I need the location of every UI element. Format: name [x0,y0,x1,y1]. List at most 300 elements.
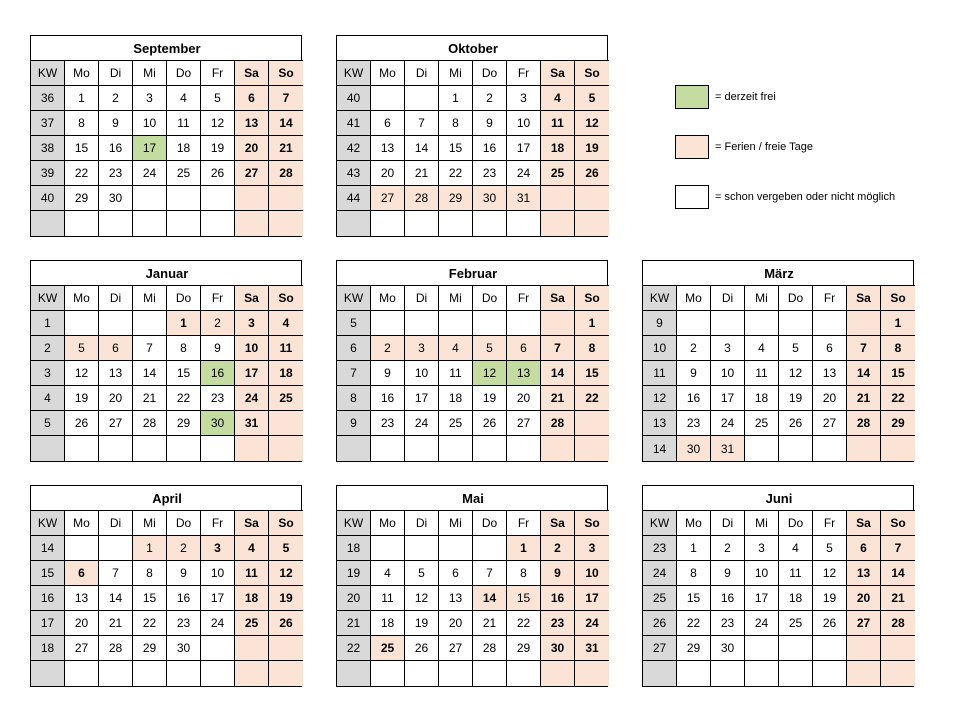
weekday-header: Do [473,61,507,86]
day-cell: 23 [371,411,405,436]
day-cell: 8 [575,336,609,361]
day-cell: 25 [541,161,575,186]
weekday-header: Mo [371,61,405,86]
day-cell: 19 [473,386,507,411]
day-cell: 13 [65,586,99,611]
week-number-cell: 23 [643,536,677,561]
day-cell [167,661,201,686]
weekday-header: Sa [235,511,269,536]
day-cell: 19 [269,586,303,611]
day-cell [405,311,439,336]
day-cell: 28 [405,186,439,211]
day-cell: 19 [575,136,609,161]
weekday-header: Mo [65,511,99,536]
day-cell [405,536,439,561]
day-cell: 26 [575,161,609,186]
day-cell [745,311,779,336]
week-number-cell [31,436,65,461]
day-cell: 28 [269,161,303,186]
day-cell: 18 [269,361,303,386]
day-cell: 15 [507,586,541,611]
day-cell: 21 [99,611,133,636]
day-cell: 16 [371,386,405,411]
day-cell: 2 [541,536,575,561]
day-cell: 3 [745,536,779,561]
day-cell [235,211,269,236]
day-cell [439,211,473,236]
weekday-header: Fr [507,61,541,86]
day-cell [847,436,881,461]
week-number-cell: 5 [31,411,65,436]
day-cell [677,661,711,686]
day-cell: 21 [405,161,439,186]
day-cell [167,436,201,461]
day-cell: 23 [541,611,575,636]
week-number-cell: 21 [337,611,371,636]
day-cell: 11 [371,586,405,611]
weekday-header: So [881,286,915,311]
weekday-header: Mo [65,61,99,86]
day-cell [507,661,541,686]
day-cell [881,661,915,686]
day-cell [99,661,133,686]
day-cell: 25 [167,161,201,186]
day-cell: 5 [779,336,813,361]
day-cell: 19 [813,586,847,611]
day-cell: 9 [99,111,133,136]
calendar-title: Januar [31,261,303,286]
day-cell: 29 [133,636,167,661]
day-cell: 20 [847,586,881,611]
weekday-header: Di [99,286,133,311]
day-cell [575,186,609,211]
weekday-header: Mi [439,286,473,311]
day-cell: 3 [405,336,439,361]
day-cell [201,211,235,236]
legend-label-frei: = derzeit frei [715,91,776,103]
day-cell [201,186,235,211]
weekday-header: Mi [745,286,779,311]
week-number-cell [31,211,65,236]
day-cell: 17 [133,136,167,161]
day-cell [405,211,439,236]
week-number-header: KW [31,61,65,86]
day-cell: 4 [541,86,575,111]
day-cell: 20 [99,386,133,411]
day-cell: 13 [507,361,541,386]
day-cell: 7 [541,336,575,361]
week-number-cell: 13 [643,411,677,436]
week-number-cell: 3 [31,361,65,386]
day-cell: 23 [167,611,201,636]
weekday-header: Mo [371,511,405,536]
week-number-header: KW [337,61,371,86]
day-cell [779,311,813,336]
day-cell [269,661,303,686]
day-cell: 27 [235,161,269,186]
week-number-cell: 42 [337,136,371,161]
day-cell: 2 [167,536,201,561]
day-cell: 28 [847,411,881,436]
day-cell: 20 [65,611,99,636]
day-cell: 12 [201,111,235,136]
day-cell: 15 [439,136,473,161]
day-cell: 29 [881,411,915,436]
day-cell: 25 [235,611,269,636]
day-cell: 30 [99,186,133,211]
day-cell: 10 [235,336,269,361]
day-cell [847,311,881,336]
day-cell [235,186,269,211]
day-cell: 18 [745,386,779,411]
day-cell: 31 [507,186,541,211]
day-cell: 5 [405,561,439,586]
weekday-header: Fr [201,511,235,536]
day-cell: 4 [235,536,269,561]
day-cell: 2 [677,336,711,361]
calendar-title: März [643,261,915,286]
day-cell [269,211,303,236]
day-cell: 27 [507,411,541,436]
calendar-januar [30,260,302,462]
day-cell [779,436,813,461]
weekday-header: Sa [847,286,881,311]
day-cell [541,211,575,236]
weekday-header: So [575,511,609,536]
day-cell: 9 [371,361,405,386]
week-number-cell: 15 [31,561,65,586]
weekday-header: Sa [235,286,269,311]
day-cell: 11 [745,361,779,386]
day-cell: 29 [677,636,711,661]
week-number-cell: 36 [31,86,65,111]
weekday-header: Mo [371,286,405,311]
day-cell [133,186,167,211]
day-cell: 23 [473,161,507,186]
day-cell: 11 [541,111,575,136]
day-cell: 12 [269,561,303,586]
weekday-header: Fr [813,511,847,536]
day-cell: 9 [677,361,711,386]
day-cell: 7 [881,536,915,561]
day-cell: 1 [65,86,99,111]
day-cell: 7 [473,561,507,586]
legend-label-ferien: = Ferien / freie Tage [715,141,813,153]
week-number-cell: 9 [337,411,371,436]
calendar-title: April [31,486,303,511]
week-number-header: KW [643,286,677,311]
day-cell: 26 [405,636,439,661]
day-cell: 26 [65,411,99,436]
day-cell: 20 [235,136,269,161]
day-cell: 8 [167,336,201,361]
calendar-title: Februar [337,261,609,286]
day-cell: 17 [745,586,779,611]
calendar-oktober [336,35,608,237]
day-cell: 30 [473,186,507,211]
day-cell: 20 [813,386,847,411]
week-number-cell: 6 [337,336,371,361]
day-cell [541,311,575,336]
day-cell: 6 [235,86,269,111]
day-cell: 26 [813,611,847,636]
calendar-mai [336,485,608,687]
day-cell: 28 [881,611,915,636]
day-cell: 31 [235,411,269,436]
day-cell: 20 [507,386,541,411]
day-cell [133,211,167,236]
calendar-title: Juni [643,486,915,511]
weekday-header: Do [779,511,813,536]
day-cell: 19 [65,386,99,411]
day-cell: 1 [133,536,167,561]
day-cell [473,211,507,236]
weekday-header: Mo [65,286,99,311]
day-cell [575,661,609,686]
day-cell: 16 [473,136,507,161]
day-cell [745,636,779,661]
day-cell [473,436,507,461]
weekday-header: Mo [677,286,711,311]
day-cell [575,411,609,436]
day-cell: 14 [269,111,303,136]
day-cell: 19 [201,136,235,161]
weekday-header: Di [99,61,133,86]
day-cell: 15 [677,586,711,611]
day-cell: 18 [167,136,201,161]
day-cell: 1 [439,86,473,111]
day-cell: 14 [847,361,881,386]
day-cell [813,436,847,461]
day-cell: 11 [235,561,269,586]
day-cell [235,636,269,661]
day-cell [779,661,813,686]
legend-swatch-frei [675,85,709,109]
day-cell: 24 [235,386,269,411]
day-cell: 12 [405,586,439,611]
day-cell: 10 [507,111,541,136]
day-cell: 25 [269,386,303,411]
day-cell: 18 [371,611,405,636]
day-cell: 7 [405,111,439,136]
day-cell [473,536,507,561]
day-cell [575,211,609,236]
day-cell: 15 [881,361,915,386]
day-cell [847,661,881,686]
day-cell [65,436,99,461]
week-number-cell: 12 [643,386,677,411]
day-cell: 16 [711,586,745,611]
day-cell: 3 [575,536,609,561]
day-cell: 8 [677,561,711,586]
day-cell [677,311,711,336]
week-number-cell: 44 [337,186,371,211]
day-cell [167,211,201,236]
weekday-header: Mi [745,511,779,536]
day-cell: 7 [269,86,303,111]
day-cell: 15 [167,361,201,386]
week-number-cell: 16 [31,586,65,611]
legend-item-vergeben [675,185,895,209]
weekday-header: Di [99,511,133,536]
day-cell [745,661,779,686]
day-cell: 21 [473,611,507,636]
day-cell: 1 [167,311,201,336]
week-number-cell: 27 [643,636,677,661]
weekday-header: Do [167,61,201,86]
day-cell [99,211,133,236]
calendar-februar [336,260,608,462]
day-cell [439,311,473,336]
weekday-header: Sa [235,61,269,86]
weekday-header: Sa [541,286,575,311]
week-number-cell [337,661,371,686]
day-cell [575,436,609,461]
day-cell [371,436,405,461]
day-cell: 13 [847,561,881,586]
day-cell: 6 [847,536,881,561]
day-cell [745,436,779,461]
day-cell [405,86,439,111]
day-cell: 15 [65,136,99,161]
day-cell: 25 [371,636,405,661]
day-cell: 29 [439,186,473,211]
day-cell: 25 [745,411,779,436]
day-cell [473,661,507,686]
day-cell: 31 [711,436,745,461]
day-cell: 4 [779,536,813,561]
day-cell: 26 [269,611,303,636]
weekday-header: Fr [201,286,235,311]
week-number-cell: 2 [31,336,65,361]
day-cell: 25 [439,411,473,436]
day-cell: 22 [881,386,915,411]
day-cell [405,436,439,461]
day-cell: 26 [473,411,507,436]
day-cell: 1 [507,536,541,561]
day-cell [269,436,303,461]
day-cell: 2 [711,536,745,561]
week-number-cell: 9 [643,311,677,336]
weekday-header: Mi [439,61,473,86]
day-cell [133,436,167,461]
day-cell [167,186,201,211]
day-cell: 27 [847,611,881,636]
day-cell: 8 [133,561,167,586]
week-number-cell: 20 [337,586,371,611]
day-cell [371,211,405,236]
day-cell: 2 [473,86,507,111]
day-cell: 26 [201,161,235,186]
day-cell: 21 [133,386,167,411]
day-cell: 7 [99,561,133,586]
day-cell: 22 [133,611,167,636]
day-cell: 25 [779,611,813,636]
week-number-cell: 24 [643,561,677,586]
day-cell: 17 [235,361,269,386]
weekday-header: Di [405,61,439,86]
day-cell: 6 [439,561,473,586]
day-cell: 12 [65,361,99,386]
day-cell: 18 [235,586,269,611]
day-cell: 6 [99,336,133,361]
weekday-header: Di [711,286,745,311]
week-number-header: KW [337,286,371,311]
day-cell: 28 [473,636,507,661]
calendar-title: Mai [337,486,609,511]
day-cell [507,211,541,236]
day-cell: 12 [473,361,507,386]
week-number-cell: 5 [337,311,371,336]
week-number-cell [643,661,677,686]
day-cell: 15 [575,361,609,386]
day-cell: 2 [201,311,235,336]
day-cell: 10 [201,561,235,586]
day-cell: 6 [371,111,405,136]
day-cell: 3 [133,86,167,111]
day-cell: 28 [133,411,167,436]
day-cell: 28 [541,411,575,436]
week-number-cell: 18 [337,536,371,561]
day-cell [711,311,745,336]
weekday-header: Do [473,286,507,311]
day-cell: 12 [779,361,813,386]
day-cell: 17 [575,586,609,611]
weekday-header: Do [167,511,201,536]
calendar-title: Oktober [337,36,609,61]
weekday-header: Mi [133,511,167,536]
day-cell: 9 [711,561,745,586]
week-number-cell: 38 [31,136,65,161]
weekday-header: So [269,511,303,536]
day-cell: 12 [813,561,847,586]
week-number-cell: 1 [31,311,65,336]
day-cell [269,186,303,211]
calendar-juni [642,485,914,687]
day-cell [235,661,269,686]
day-cell: 18 [541,136,575,161]
weekday-header: Mi [133,61,167,86]
weekday-header: Do [473,511,507,536]
day-cell [541,186,575,211]
day-cell [779,636,813,661]
day-cell [99,311,133,336]
day-cell: 23 [201,386,235,411]
calendar-september [30,35,302,237]
day-cell [371,311,405,336]
day-cell: 24 [745,611,779,636]
day-cell: 13 [813,361,847,386]
day-cell: 21 [847,386,881,411]
week-number-cell: 17 [31,611,65,636]
weekday-header: Sa [847,511,881,536]
day-cell: 29 [167,411,201,436]
weekday-header: Sa [541,511,575,536]
day-cell: 27 [813,411,847,436]
day-cell: 27 [99,411,133,436]
day-cell: 17 [507,136,541,161]
day-cell: 17 [405,386,439,411]
day-cell: 21 [881,586,915,611]
day-cell [507,436,541,461]
day-cell: 23 [711,611,745,636]
day-cell [133,661,167,686]
day-cell: 24 [133,161,167,186]
week-number-header: KW [31,286,65,311]
weekday-header: Fr [201,61,235,86]
day-cell: 14 [405,136,439,161]
day-cell: 2 [99,86,133,111]
